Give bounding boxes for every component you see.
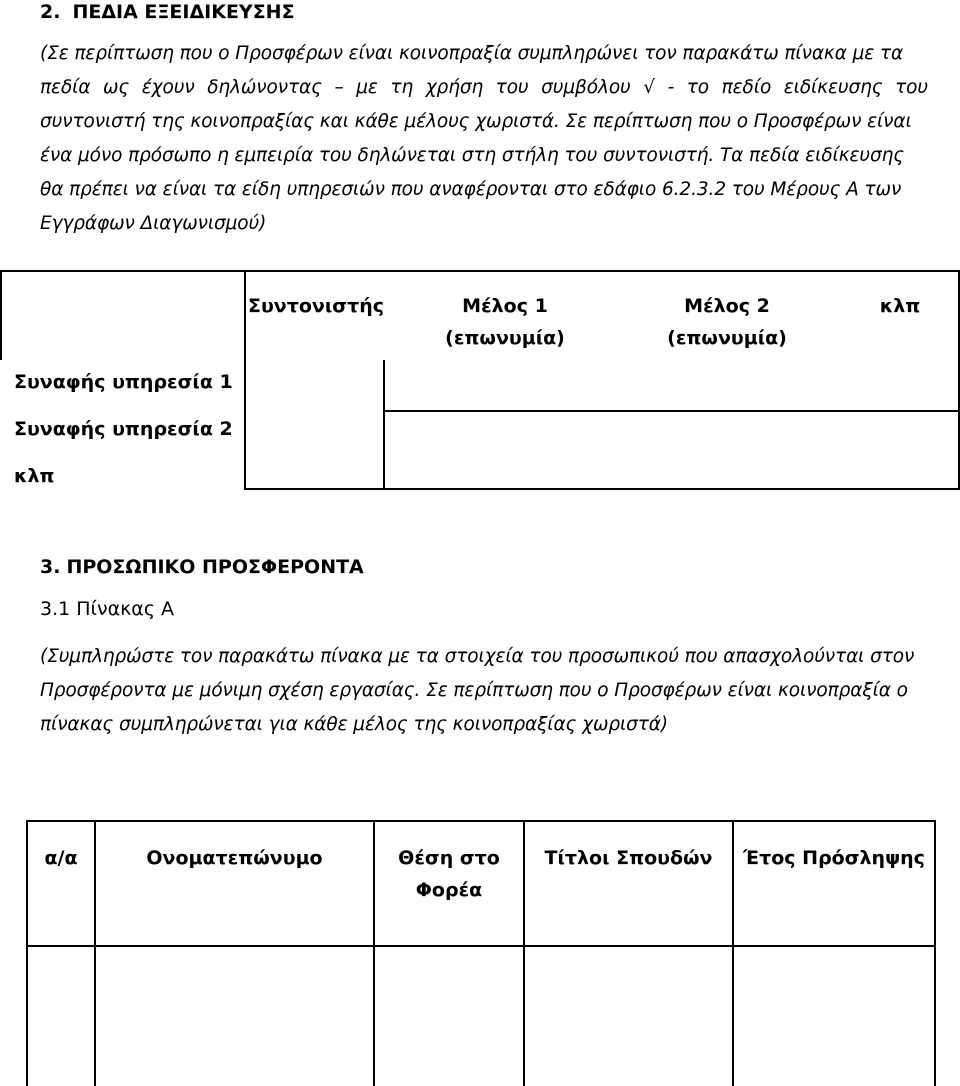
section-2-paragraph bbox=[40, 37, 928, 241]
header-member-2-name: Μέλος 2 bbox=[684, 295, 770, 317]
section-3-heading bbox=[40, 555, 364, 579]
section-3-title: ΠΡΟΣΩΠΙΚΟ ΠΡΟΣΦΕΡΟΝΤΑ bbox=[66, 556, 364, 578]
header-coordinator: Συντονιστής bbox=[248, 295, 384, 317]
paragraph-line: συντονιστή της κοινοπραξίας και κάθε μέλους χωριστά. Σε περίπτωση που ο Προσφέρων είναι bbox=[40, 111, 912, 132]
section-2-heading bbox=[40, 0, 295, 24]
table-border bbox=[383, 410, 960, 412]
section-2-number: 2. bbox=[40, 1, 61, 23]
header-degrees: Τίτλοι Σπουδών bbox=[544, 847, 713, 869]
paragraph-line: πεδία ως έχουν δηλώνοντας – με τη χρήση του συμβόλου √ - το πεδίο ειδίκευσης του bbox=[40, 77, 928, 98]
table-border bbox=[0, 270, 2, 360]
table-border bbox=[244, 270, 246, 490]
section-3-paragraph bbox=[40, 640, 928, 742]
paragraph-line: (Σε περίπτωση που ο Προσφέρων είναι κοινοπραξία συμπληρώνει τον παρακάτω πίνακα με τα bbox=[40, 43, 904, 64]
header-member-1-name: Μέλος 1 bbox=[462, 295, 548, 317]
header-member-2 bbox=[622, 290, 832, 354]
header-position-line-1: Θέση στο bbox=[398, 847, 500, 869]
row-label-etc: κλπ bbox=[14, 465, 55, 487]
header-position bbox=[375, 842, 523, 906]
section-2-title: ΠΕΔΙΑ ΕΞΕΙΔΙΚΕΥΣΗΣ bbox=[72, 1, 295, 23]
table-border bbox=[244, 488, 960, 490]
header-serial-number: α/α bbox=[44, 847, 78, 869]
table-border bbox=[383, 360, 385, 490]
section-3-number: 3. bbox=[40, 556, 61, 578]
row-label-service-2: Συναφής υπηρεσία 2 bbox=[14, 418, 233, 440]
row-label-service-1: Συναφής υπηρεσία 1 bbox=[14, 371, 233, 393]
header-etc: κλπ bbox=[879, 295, 921, 317]
paragraph-line: ένα μόνο πρόσωπο η εμπειρία του δηλώνεται στη στήλη του συντονιστή. Τα πεδία ειδίκευσης bbox=[40, 145, 905, 166]
header-position-line-2: Φορέα bbox=[415, 879, 483, 901]
subsection-3-1-title: 3.1 Πίνακας Α bbox=[40, 598, 175, 620]
table-border bbox=[26, 820, 936, 822]
paragraph-line: θα πρέπει να είναι τα είδη υπηρεσιών που αναφέρονται στο εδάφιο 6.2.3.2 του Μέρους Α των bbox=[40, 179, 902, 200]
header-hire-year: Έτος Πρόσληψης bbox=[743, 847, 925, 869]
paragraph-line: (Συμπληρώστε τον παρακάτω πίνακα με τα στοιχεία του προσωπικού που απασχολούνται στον bbox=[40, 646, 915, 667]
paragraph-line: Εγγράφων Διαγωνισμού) bbox=[40, 213, 267, 234]
paragraph-line: πίνακας συμπληρώνεται για κάθε μέλος της κοινοπραξίας χωριστά) bbox=[40, 714, 669, 735]
header-full-name: Ονοματεπώνυμο bbox=[146, 847, 323, 869]
header-member-1 bbox=[400, 290, 610, 354]
header-member-1-sub: (επωνυμία) bbox=[445, 327, 565, 349]
specialization-table bbox=[0, 270, 960, 490]
table-border bbox=[934, 820, 936, 1086]
paragraph-line: Προσφέροντα με μόνιμη σχέση εργασίας. Σε περίπτωση που ο Προσφέρων είναι κοινοπραξία ο bbox=[40, 680, 908, 701]
personnel-table bbox=[0, 820, 960, 1086]
header-member-2-sub: (επωνυμία) bbox=[667, 327, 787, 349]
table-border bbox=[0, 270, 960, 272]
table-border bbox=[26, 945, 936, 947]
